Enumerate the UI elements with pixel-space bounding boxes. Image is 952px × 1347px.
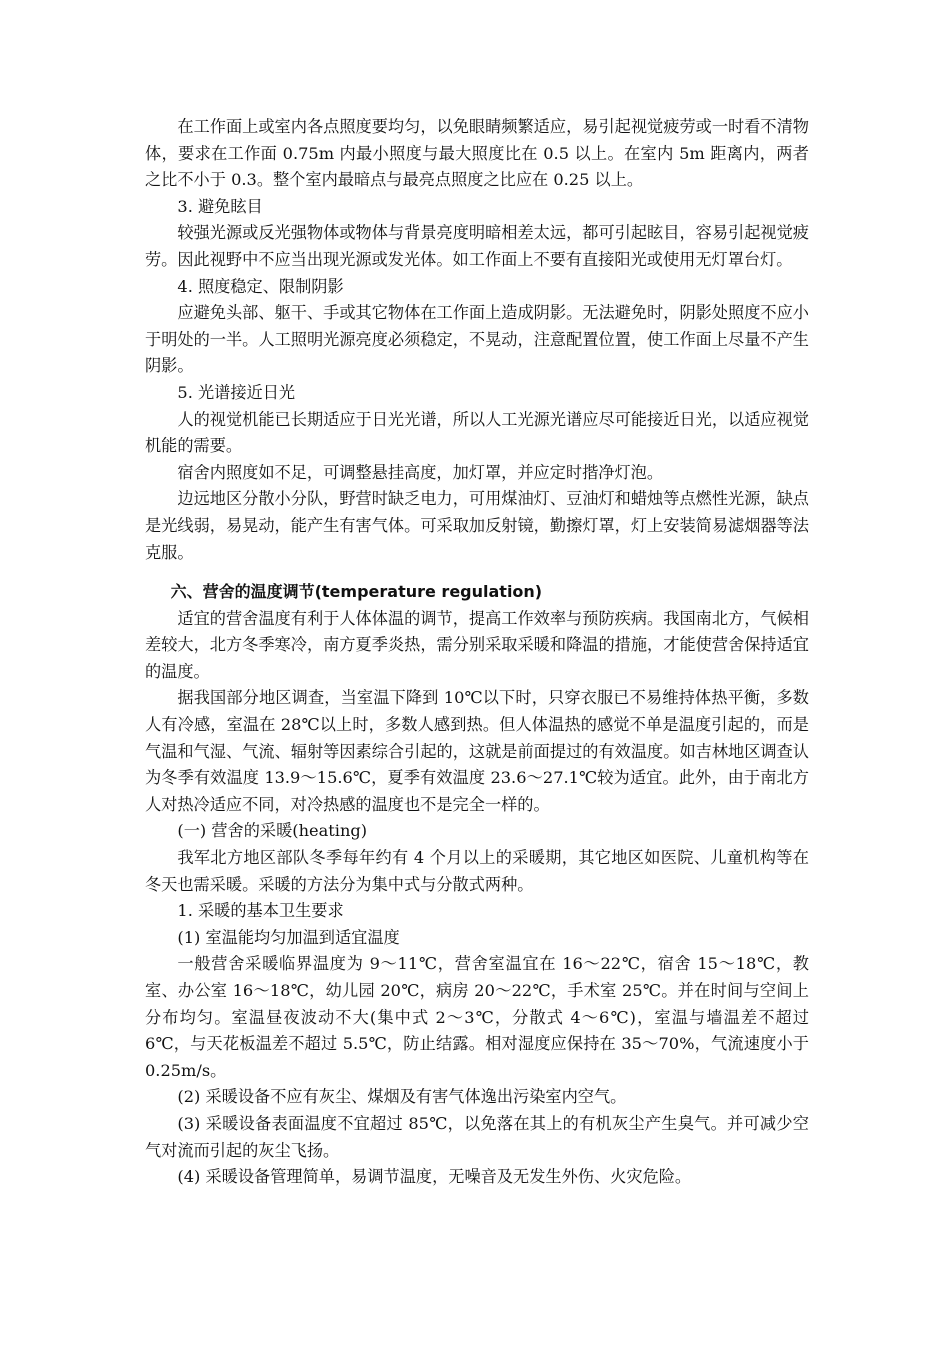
paragraph-requirement-2: (2) 采暖设备不应有灰尘、煤烟及有害气体逸出污染室内空气。 bbox=[177, 1087, 627, 1107]
paragraph-shadows: 应避免头部、躯干、手或其它物体在工作面上造成阴影。无法避免时，阴影处照度不应小于明处的一半。人工照明光源亮度必须稳定，不晃动，注意配置位置，使工作面上尽量不产生阴影。 bbox=[145, 303, 809, 376]
paragraph-uniform-illuminance: 在工作面上或室内各点照度要均匀，以免眼睛频繁适应，易引起视觉疲劳或一时看不清物体，要求在工作面 0.75m 内最小照度与最大照度比在 0.5 以上。在室内 5m 距离内，两者之比不小于 0.3。整个室内最暗点与最亮点照度之比应在 0.25 以上。 bbox=[145, 117, 809, 190]
subheading-avoid-glare: 3. 避免眩目 bbox=[177, 196, 263, 216]
paragraph-heating-temperatures: 一般营舍采暖临界温度为 9～11℃，营舍室温宜在 16～22℃，宿舍 15～18℃，教室、办公室 16～18℃，幼儿园 20℃，病房 20～22℃，手术室 25℃。并在时间与空间上分布均匀。室温昼夜波动不大(集中式 2～3℃，分散式 4～6℃)，室温与墙温差不超过 6℃，与天花板温差不超过 5.5℃，防止结露。相对湿度应保持在 35～70%，气流速度小于 0.25m/s。 bbox=[145, 954, 809, 1080]
paragraph-requirement-3: (3) 采暖设备表面温度不宜超过 85℃，以免落在其上的有机灰尘产生臭气。并可减少空气对流而引起的灰尘飞扬。 bbox=[145, 1113, 809, 1160]
subheading-spectrum: 5. 光谱接近日光 bbox=[177, 382, 296, 402]
paragraph-heating-period: 我军北方地区部队冬季每年约有 4 个月以上的采暖期，其它地区如医院、儿童机构等在冬天也需采暖。采暖的方法分为集中式与分散式两种。 bbox=[145, 848, 809, 894]
paragraph-temperature-survey: 据我国部分地区调查，当室温下降到 10℃以下时，只穿衣服已不易维持体热平衡，多数人有冷感，室温在 28℃以上时，多数人感到热。但人体温热的感觉不单是温度引起的，而是气温和气湿、气流、辐射等因素综合引起的，这就是前面提过的有效温度。如吉林地区调查认为冬季有效温度 13.9～15.6℃，夏季有效温度 23.6～27.1℃较为适宜。此外，由于南北方人对热冷适应不同，对冷热感的温度也不是完全一样的。 bbox=[145, 688, 809, 814]
paragraph-glare: 较强光源或反光强物体或物体与背景亮度明暗相差太远，都可引起眩目，容易引起视觉疲劳。因此视野中不应当出现光源或发光体。如工作面上不要有直接阳光或使用无灯罩台灯。 bbox=[145, 223, 809, 269]
paragraph-remote-lighting: 边远地区分散小分队，野营时缺乏电力，可用煤油灯、豆油灯和蜡烛等点燃性光源，缺点是光线弱，易晃动，能产生有害气体。可采取加反射镜，勤擦灯罩，灯上安装简易滤烟器等法克服。 bbox=[145, 489, 809, 562]
subheading-heating-requirements: 1. 采暖的基本卫生要求 bbox=[177, 901, 344, 921]
paragraph-spectrum: 人的视觉机能已长期适应于日光光谱，所以人工光源光谱应尽可能接近日光，以适应视觉机能的需要。 bbox=[145, 409, 809, 456]
paragraph-temperature-intro: 适宜的营舍温度有利于人体体温的调节，提高工作效率与预防疾病。我国南北方，气候相差较大，北方冬季寒冷，南方夏季炎热，需分别采取采暖和降温的措施，才能使营舍保持适宜的温度。 bbox=[145, 608, 809, 681]
subheading-heating: (一) 营舍的采暖(heating) bbox=[177, 821, 368, 841]
document-page bbox=[145, 114, 809, 1191]
paragraph-requirement-4: (4) 采暖设备管理简单，易调节温度，无噪音及无发生外伤、火灾危险。 bbox=[177, 1167, 692, 1187]
subheading-uniform-heating: (1) 室温能均匀加温到适宜温度 bbox=[177, 927, 400, 947]
subheading-stable-illuminance: 4. 照度稳定、限制阴影 bbox=[177, 276, 344, 296]
section-heading: 六、营舍的温度调节(temperature regulation) bbox=[170, 582, 543, 602]
paragraph-dormitory-lighting: 宿舍内照度如不足，可调整悬挂高度，加灯罩，并应定时揩净灯泡。 bbox=[177, 462, 664, 482]
